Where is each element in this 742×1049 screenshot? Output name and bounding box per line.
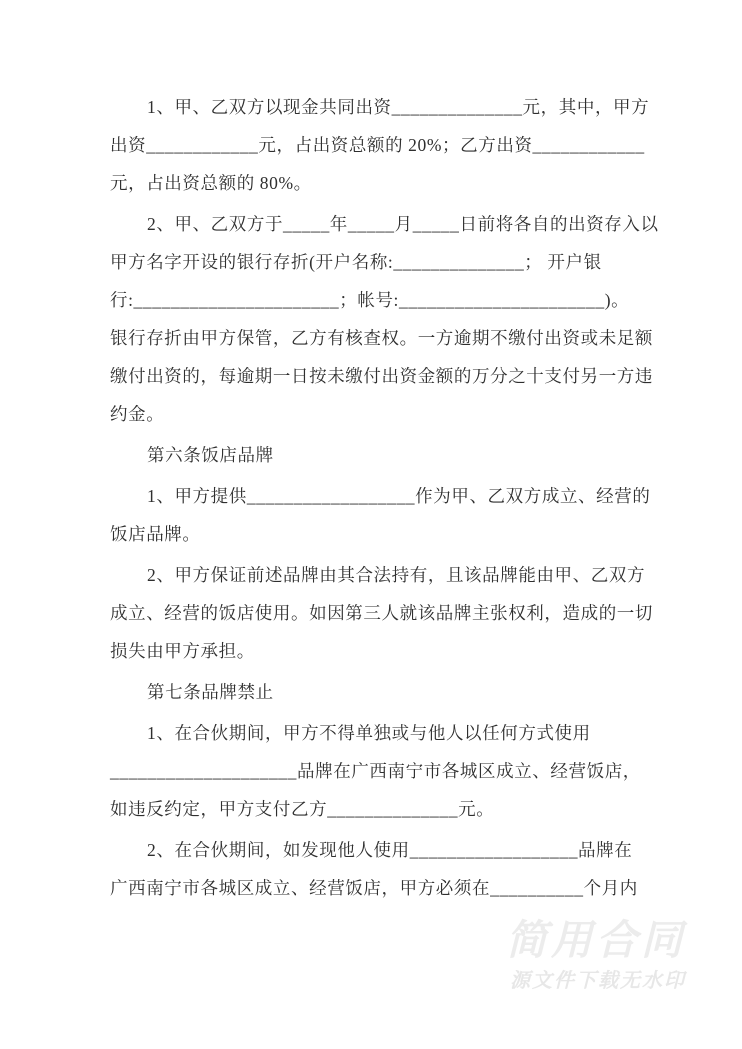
document-line: 1、甲、乙双方以现金共同出资______________元，其中，甲方 xyxy=(147,97,650,117)
document-line: 缴付出资的，每逾期一日按未缴付出资金额的万分之十支付另一方违 xyxy=(110,366,653,386)
document-line: 成立、经营的饭店使用。如因第三人就该品牌主张权利，造成的一切 xyxy=(110,603,653,623)
document-line: 广西南宁市各城区成立、经营饭店，甲方必须在__________个月内 xyxy=(110,878,638,898)
document-line: 约金。 xyxy=(110,404,165,424)
document-line: 如违反约定，甲方支付乙方______________元。 xyxy=(110,799,495,819)
site-watermark xyxy=(506,917,686,992)
document-line: 出资____________元，占出资总额的 20%；乙方出资____________ xyxy=(110,135,645,155)
watermark-title: 简用合同 xyxy=(506,917,686,963)
contract-body xyxy=(110,88,659,907)
document-line: 行:______________________；帐号:______________________)。 xyxy=(110,290,630,310)
document-heading-article6: 第六条饭店品牌 xyxy=(147,445,274,465)
document-line: ____________________品牌在广西南宁市各城区成立、经营饭店， xyxy=(110,761,641,781)
document-line: 2、甲方保证前述品牌由其合法持有，且该品牌能由甲、乙双方 xyxy=(147,565,646,585)
document-line: 饭店品牌。 xyxy=(110,524,201,544)
document-line: 2、甲、乙双方于_____年_____月_____日前将各自的出资存入以 xyxy=(147,214,659,234)
document-line: 甲方名字开设的银行存折(开户名称:______________； 开户银 xyxy=(110,252,602,272)
watermark-subtitle: 源文件下载无水印 xyxy=(510,970,686,992)
document-line: 银行存折由甲方保管，乙方有核查权。一方逾期不缴付出资或未足额 xyxy=(110,328,653,348)
document-line: 1、甲方提供__________________作为甲、乙双方成立、经营的 xyxy=(147,486,651,506)
document-heading-article7: 第七条品牌禁止 xyxy=(147,682,274,702)
document-line: 1、在合伙期间，甲方不得单独或与他人以任何方式使用 xyxy=(147,723,591,743)
document-line: 2、在合伙期间，如发现他人使用__________________品牌在 xyxy=(147,840,633,860)
document-line: 损失由甲方承担。 xyxy=(110,641,255,661)
document-line: 元，占出资总额的 80%。 xyxy=(110,173,312,193)
